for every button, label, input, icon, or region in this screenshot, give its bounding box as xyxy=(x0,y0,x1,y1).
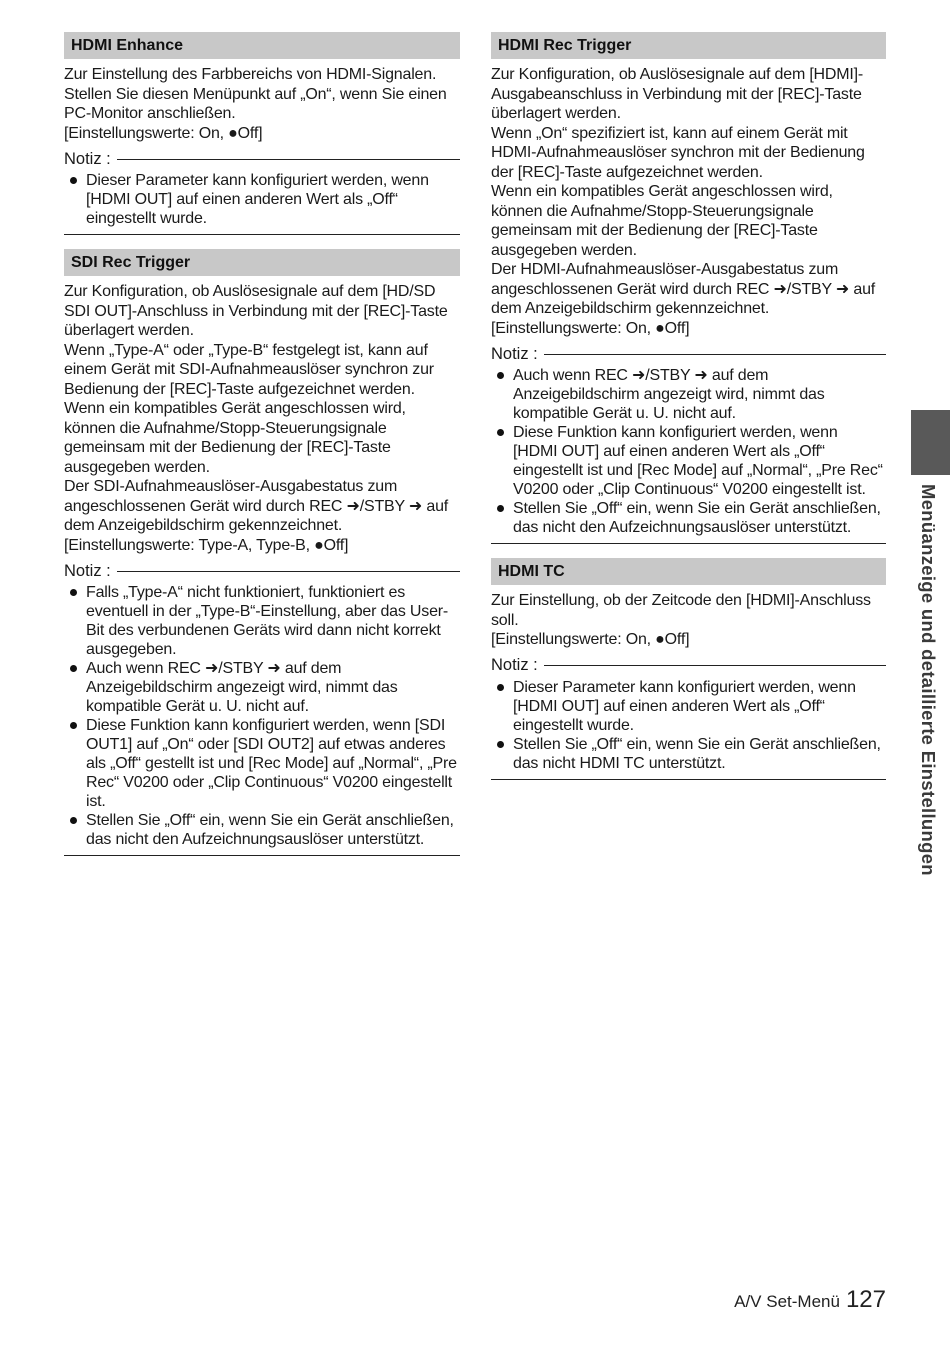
note-item: Falls „Type-A“ nicht funktioniert, funktioniert es eventuell in der „Type-B“-Einstellung, aber das User-Bit des verbundenen Geräts wird dann nicht korrekt ausgegeben. xyxy=(64,583,460,659)
page-footer xyxy=(734,1286,886,1314)
note-header xyxy=(491,656,886,676)
section-body xyxy=(64,65,460,143)
section-divider xyxy=(64,855,460,856)
note-list xyxy=(491,678,886,773)
note-item: Dieser Parameter kann konfiguriert werden, wenn [HDMI OUT] auf einen anderen Wert als „Off“ eingestellt wurde. xyxy=(64,171,460,228)
body-line: Wenn ein kompatibles Gerät angeschlossen wird, können die Aufnahme/Stopp-Steuerungsignale gemeinsam mit der Bedienung der [REC]-Taste ausgegeben werden. xyxy=(64,400,406,476)
page-number: 127 xyxy=(845,1286,886,1313)
note-item: Diese Funktion kann konfiguriert werden, wenn [HDMI OUT] auf einen anderen Wert als „Off“ eingestellt ist und [Rec Mode] auf „Normal“, „Pre Rec“ V0200 oder „Clip Continuous“ V0200 eingestellt ist. xyxy=(491,423,886,499)
note-label: Notiz : xyxy=(491,344,538,363)
note-item: Stellen Sie „Off“ ein, wenn Sie ein Gerät anschließen, das nicht den Aufzeichnungsauslöser unterstützt. xyxy=(491,499,886,537)
note-item: Auch wenn REC ➜/STBY ➜ auf dem Anzeigebildschirm angezeigt wird, nimmt das kompatible Gerät u. U. nicht auf. xyxy=(64,659,460,716)
note-header xyxy=(491,344,886,364)
section-title: SDI Rec Trigger xyxy=(64,249,460,276)
section-sdi-rec-trigger xyxy=(64,249,460,856)
body-line: Wenn „On“ spezifiziert ist, kann auf einem Gerät mit HDMI-Aufnahmeauslöser synchron mit der Bedienung der [REC]-Taste aufgezeichnet werden. xyxy=(491,124,865,181)
note-rule xyxy=(544,354,886,355)
note-item: Diese Funktion kann konfiguriert werden, wenn [SDI OUT1] auf „On“ oder [SDI OUT2] auf etwas anderes als „Off“ gestellt ist und [Rec Mode] auf „Normal“, „Pre Rec“ V0200 oder „Clip Continuous“ V0200 eingestellt ist. xyxy=(64,716,460,811)
note-header xyxy=(64,561,460,581)
section-divider xyxy=(491,779,886,780)
note-label: Notiz : xyxy=(64,149,111,168)
section-hdmi-tc xyxy=(491,558,886,780)
body-line: PC-Monitor anschließen. xyxy=(64,105,236,122)
section-hdmi-enhance xyxy=(64,32,460,235)
body-line: Zur Konfiguration, ob Auslösesignale auf dem [HDMI]-Ausgabeanschluss in Verbindung mit der [REC]-Taste überlagert werden. xyxy=(491,66,864,122)
setting-values: [Einstellungswerte: On, ●Off] xyxy=(491,631,690,648)
footer-section-label: A/V Set-Menü xyxy=(734,1292,840,1311)
body-line: Zur Konfiguration, ob Auslösesignale auf dem [HD/SD SDI OUT]-Anschluss in Verbindung mit der [REC]-Taste überlagert werden. xyxy=(64,283,448,339)
note-list xyxy=(64,583,460,849)
body-line: Der HDMI-Aufnahmeauslöser-Ausgabestatus zum angeschlossenen Gerät wird durch REC ➜/STBY ➜ auf dem Anzeigebildschirm gekennzeichnet. xyxy=(491,261,876,317)
section-body xyxy=(64,282,460,555)
section-title: HDMI TC xyxy=(491,558,886,585)
note-rule xyxy=(544,665,886,666)
note-item: Auch wenn REC ➜/STBY ➜ auf dem Anzeigebildschirm angezeigt wird, nimmt das kompatible Gerät u. U. nicht auf. xyxy=(491,366,886,423)
note-item: Dieser Parameter kann konfiguriert werden, wenn [HDMI OUT] auf einen anderen Wert als „Off“ eingestellt wurde. xyxy=(491,678,886,735)
section-hdmi-rec-trigger xyxy=(491,32,886,544)
note-label: Notiz : xyxy=(64,561,111,580)
body-line: Wenn „Type-A“ oder „Type-B“ festgelegt ist, kann auf einem Gerät mit SDI-Aufnahmeauslöser synchron zur Bedienung der [REC]-Taste aufgezeichnet werden. xyxy=(64,341,434,398)
chapter-side-title: Menüanzeige und detaillierte Einstellungen xyxy=(918,484,939,876)
note-label: Notiz : xyxy=(491,656,538,674)
setting-values: [Einstellungswerte: Type-A, Type-B, ●Off] xyxy=(64,536,349,554)
body-line: Stellen Sie diesen Menüpunkt auf „On“, wenn Sie einen xyxy=(64,85,447,103)
note-header xyxy=(64,149,460,169)
section-body xyxy=(491,591,886,650)
left-column xyxy=(64,32,460,856)
note-list xyxy=(491,366,886,537)
chapter-tab-marker xyxy=(911,410,950,475)
setting-values: [Einstellungswerte: On, ●Off] xyxy=(64,124,263,142)
note-item: Stellen Sie „Off“ ein, wenn Sie ein Gerät anschließen, das nicht HDMI TC unterstützt. xyxy=(491,735,886,773)
note-rule xyxy=(117,159,460,160)
section-title: HDMI Enhance xyxy=(64,32,460,59)
note-item: Stellen Sie „Off“ ein, wenn Sie ein Gerät anschließen, das nicht den Aufzeichnungsauslöser unterstützt. xyxy=(64,811,460,849)
note-list xyxy=(64,171,460,228)
right-column xyxy=(491,32,886,780)
body-line: Der SDI-Aufnahmeauslöser-Ausgabestatus zum angeschlossenen Gerät wird durch REC ➜/STBY ➜ auf dem Anzeigebildschirm gekennzeichnet. xyxy=(64,478,449,534)
body-line: Zur Einstellung, ob der Zeitcode den [HDMI]-Anschluss soll. xyxy=(491,592,871,629)
section-body xyxy=(491,65,886,338)
body-line: Wenn ein kompatibles Gerät angeschlossen wird, können die Aufnahme/Stopp-Steuerungsignale gemeinsam mit der Bedienung der [REC]-Taste ausgegeben werden. xyxy=(491,183,833,259)
setting-values: [Einstellungswerte: On, ●Off] xyxy=(491,319,690,337)
section-title: HDMI Rec Trigger xyxy=(491,32,886,59)
note-rule xyxy=(117,571,460,572)
body-line: Zur Einstellung des Farbbereichs von HDMI-Signalen. xyxy=(64,66,437,83)
